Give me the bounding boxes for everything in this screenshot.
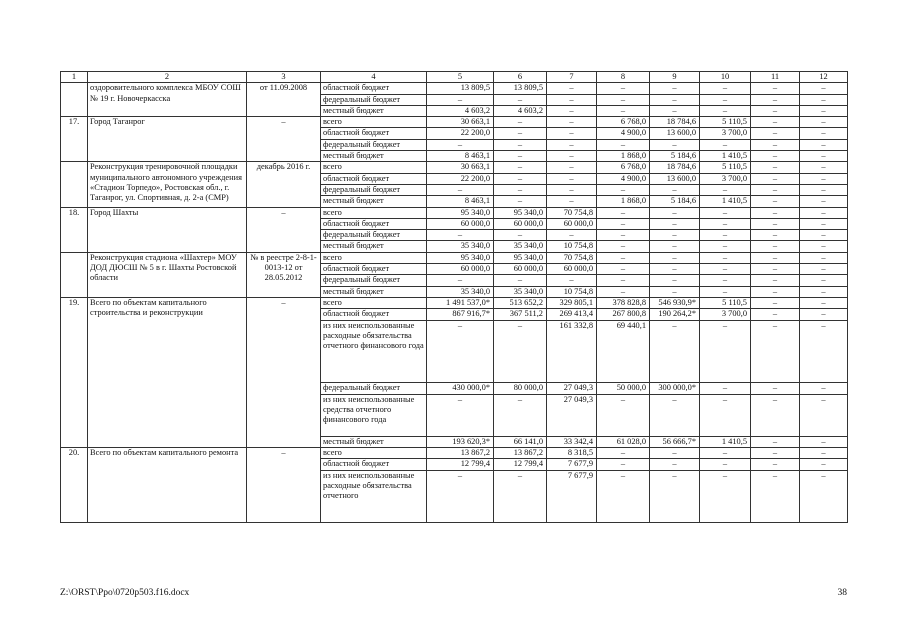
value-cell: – [751, 320, 800, 383]
value-cell: – [494, 117, 547, 128]
value-cell: – [597, 286, 650, 297]
value-cell: – [800, 286, 848, 297]
value-cell: – [700, 83, 751, 94]
value-cell: 10 754,8 [547, 286, 597, 297]
value-cell: 18 784,6 [650, 162, 700, 173]
value-cell: 60 000,0 [547, 218, 597, 229]
value-cell: – [800, 230, 848, 241]
budget-source: всего [321, 448, 427, 459]
value-cell: – [597, 459, 650, 470]
object-detail: – [247, 297, 321, 447]
object-name: Город Шахты [88, 207, 247, 252]
value-cell: 867 916,7* [427, 309, 494, 320]
value-cell: 13 867,2 [494, 448, 547, 459]
value-cell: – [597, 264, 650, 275]
value-cell: – [800, 151, 848, 162]
value-cell: 7 677,9 [547, 459, 597, 470]
value-cell: – [650, 264, 700, 275]
value-cell: – [597, 207, 650, 218]
row-number: 17. [61, 117, 88, 162]
value-cell: – [700, 241, 751, 252]
value-cell: – [800, 173, 848, 184]
value-cell: – [751, 394, 800, 436]
value-cell: 5 110,5 [700, 117, 751, 128]
value-cell: – [597, 218, 650, 229]
value-cell: – [547, 275, 597, 286]
value-cell: – [700, 252, 751, 263]
value-cell: – [494, 470, 547, 523]
budget-source: федеральный бюджет [321, 275, 427, 286]
value-cell: 8 463,1 [427, 196, 494, 207]
value-cell: 3 700,0 [700, 309, 751, 320]
value-cell: – [700, 459, 751, 470]
page-number: 38 [837, 588, 847, 598]
value-cell: – [700, 105, 751, 116]
value-cell: – [751, 459, 800, 470]
budget-source: всего [321, 297, 427, 308]
value-cell: 95 340,0 [494, 207, 547, 218]
value-cell: – [700, 218, 751, 229]
value-cell: – [427, 139, 494, 150]
value-cell: 35 340,0 [427, 241, 494, 252]
value-cell: – [494, 173, 547, 184]
value-cell: 3 700,0 [700, 128, 751, 139]
value-cell: 6 768,0 [597, 162, 650, 173]
value-cell: – [751, 252, 800, 263]
value-cell: – [751, 128, 800, 139]
value-cell: 4 900,0 [597, 128, 650, 139]
column-number: 4 [321, 72, 427, 83]
value-cell: 3 700,0 [700, 173, 751, 184]
value-cell: 95 340,0 [494, 252, 547, 263]
budget-source: всего [321, 117, 427, 128]
value-cell: – [547, 139, 597, 150]
column-number: 1 [61, 72, 88, 83]
value-cell: 69 440,1 [597, 320, 650, 383]
value-cell: – [597, 252, 650, 263]
value-cell: – [800, 241, 848, 252]
value-cell: 27 049,3 [547, 394, 597, 436]
value-cell: – [650, 94, 700, 105]
value-cell: – [751, 196, 800, 207]
value-cell: – [800, 394, 848, 436]
object-name: Реконструкция тренировочной площадки муниципального автономного учреждения «Стадион Торпедо», Ростовская обл., г. Таганрог, ул. Спортивная, д. 2-а (СМР) [88, 162, 247, 207]
value-cell: – [494, 275, 547, 286]
value-cell: – [427, 184, 494, 195]
value-cell: – [597, 139, 650, 150]
value-cell: – [597, 448, 650, 459]
value-cell: – [427, 230, 494, 241]
value-cell: – [597, 184, 650, 195]
value-cell: – [751, 151, 800, 162]
value-cell: 4 603,2 [494, 105, 547, 116]
value-cell: – [494, 151, 547, 162]
value-cell: 5 184,6 [650, 196, 700, 207]
value-cell: – [700, 184, 751, 195]
value-cell: – [597, 230, 650, 241]
table-row [61, 252, 848, 263]
value-cell: – [494, 196, 547, 207]
value-cell: – [650, 218, 700, 229]
value-cell: 22 200,0 [427, 173, 494, 184]
value-cell: 22 200,0 [427, 128, 494, 139]
value-cell: – [650, 241, 700, 252]
value-cell: 70 754,8 [547, 252, 597, 263]
value-cell: – [650, 83, 700, 94]
value-cell: 30 663,1 [427, 117, 494, 128]
value-cell: – [650, 470, 700, 523]
column-number-row [61, 72, 848, 83]
value-cell: 12 799,4 [427, 459, 494, 470]
value-cell: – [650, 459, 700, 470]
budget-source: местный бюджет [321, 436, 427, 447]
value-cell: – [751, 383, 800, 394]
value-cell: – [751, 297, 800, 308]
value-cell: 513 652,2 [494, 297, 547, 308]
budget-source: местный бюджет [321, 286, 427, 297]
column-number: 9 [650, 72, 700, 83]
value-cell: – [700, 264, 751, 275]
value-cell: 13 809,5 [427, 83, 494, 94]
object-name: Всего по объектам капитального строительства и реконструкции [88, 297, 247, 447]
object-name: оздоровительного комплекса МБОУ СОШ № 19 г. Новочеркасска [88, 83, 247, 117]
value-cell: – [751, 83, 800, 94]
budget-source: федеральный бюджет [321, 383, 427, 394]
value-cell: – [494, 394, 547, 436]
value-cell: – [800, 207, 848, 218]
value-cell: 13 867,2 [427, 448, 494, 459]
value-cell: – [800, 128, 848, 139]
object-name: Всего по объектам капитального ремонта [88, 448, 247, 523]
budget-source: местный бюджет [321, 151, 427, 162]
value-cell: – [751, 230, 800, 241]
budget-source: всего [321, 162, 427, 173]
value-cell: – [751, 117, 800, 128]
value-cell: 546 930,9* [650, 297, 700, 308]
value-cell: – [800, 83, 848, 94]
value-cell: – [800, 139, 848, 150]
value-cell: – [650, 184, 700, 195]
value-cell: – [700, 139, 751, 150]
value-cell: 269 413,4 [547, 309, 597, 320]
table-row [61, 162, 848, 173]
value-cell: 8 318,5 [547, 448, 597, 459]
column-number: 12 [800, 72, 848, 83]
value-cell: 66 141,0 [494, 436, 547, 447]
value-cell: 161 332,8 [547, 320, 597, 383]
value-cell: – [547, 105, 597, 116]
value-cell: 5 184,6 [650, 151, 700, 162]
value-cell: – [650, 230, 700, 241]
value-cell: 378 828,8 [597, 297, 650, 308]
value-cell: – [800, 436, 848, 447]
value-cell: – [800, 252, 848, 263]
column-number: 6 [494, 72, 547, 83]
value-cell: – [597, 470, 650, 523]
value-cell: – [751, 184, 800, 195]
value-cell: – [800, 264, 848, 275]
value-cell: – [650, 394, 700, 436]
value-cell: – [427, 320, 494, 383]
budget-source: федеральный бюджет [321, 230, 427, 241]
object-detail: № в реестре 2-8-1-0013-12 от 28.05.2012 [247, 252, 321, 297]
document-path: Z:\ORST\Ppo\0720p503.f16.docx [60, 588, 190, 598]
value-cell: 50 000,0 [597, 383, 650, 394]
column-number: 7 [547, 72, 597, 83]
value-cell: 35 340,0 [427, 286, 494, 297]
column-number: 3 [247, 72, 321, 83]
value-cell: – [650, 286, 700, 297]
value-cell: – [751, 218, 800, 229]
value-cell: – [800, 448, 848, 459]
value-cell: – [427, 394, 494, 436]
budget-source: местный бюджет [321, 105, 427, 116]
value-cell: – [800, 162, 848, 173]
budget-source: областной бюджет [321, 264, 427, 275]
value-cell: – [547, 151, 597, 162]
column-number: 10 [700, 72, 751, 83]
value-cell: – [494, 128, 547, 139]
value-cell: – [800, 320, 848, 383]
value-cell: 13 809,5 [494, 83, 547, 94]
value-cell: 267 800,8 [597, 309, 650, 320]
value-cell: 430 000,0* [427, 383, 494, 394]
value-cell: 60 000,0 [494, 218, 547, 229]
value-cell: – [751, 275, 800, 286]
value-cell: 95 340,0 [427, 207, 494, 218]
row-number: 20. [61, 448, 88, 523]
value-cell: 1 491 537,0* [427, 297, 494, 308]
value-cell: – [547, 173, 597, 184]
value-cell: – [597, 241, 650, 252]
row-number [61, 162, 88, 207]
value-cell: – [427, 470, 494, 523]
budget-source: областной бюджет [321, 128, 427, 139]
budget-source: из них неиспользованные средства отчетного финансового года [321, 394, 427, 436]
value-cell: – [751, 448, 800, 459]
value-cell: – [650, 275, 700, 286]
column-number: 8 [597, 72, 650, 83]
value-cell: – [494, 162, 547, 173]
value-cell: 1 410,5 [700, 436, 751, 447]
value-cell: – [751, 436, 800, 447]
value-cell: – [751, 207, 800, 218]
value-cell: – [597, 105, 650, 116]
table-row [61, 117, 848, 128]
value-cell: 61 028,0 [597, 436, 650, 447]
budget-table [60, 71, 848, 523]
value-cell: 329 805,1 [547, 297, 597, 308]
value-cell: 33 342,4 [547, 436, 597, 447]
value-cell: – [427, 94, 494, 105]
value-cell: – [800, 196, 848, 207]
value-cell: – [427, 275, 494, 286]
object-detail: – [247, 117, 321, 162]
value-cell: – [700, 230, 751, 241]
value-cell: 8 463,1 [427, 151, 494, 162]
value-cell: 10 754,8 [547, 241, 597, 252]
value-cell: – [800, 297, 848, 308]
value-cell: – [700, 470, 751, 523]
table-row [61, 207, 848, 218]
object-detail: декабрь 2016 г. [247, 162, 321, 207]
value-cell: 18 784,6 [650, 117, 700, 128]
budget-source: местный бюджет [321, 196, 427, 207]
value-cell: – [650, 320, 700, 383]
value-cell: – [547, 230, 597, 241]
value-cell: – [494, 139, 547, 150]
value-cell: 60 000,0 [427, 264, 494, 275]
value-cell: – [494, 320, 547, 383]
value-cell: – [597, 94, 650, 105]
value-cell: – [597, 394, 650, 436]
value-cell: – [751, 173, 800, 184]
object-name: Реконструкция стадиона «Шахтер» МОУ ДОД ДЮСШ № 5 в г. Шахты Ростовской области [88, 252, 247, 297]
value-cell: – [650, 448, 700, 459]
value-cell: – [650, 105, 700, 116]
value-cell: – [650, 207, 700, 218]
object-detail: – [247, 448, 321, 523]
budget-source: федеральный бюджет [321, 139, 427, 150]
value-cell: – [751, 470, 800, 523]
value-cell: 27 049,3 [547, 383, 597, 394]
value-cell: – [751, 105, 800, 116]
value-cell: – [751, 162, 800, 173]
value-cell: 60 000,0 [547, 264, 597, 275]
value-cell: 35 340,0 [494, 286, 547, 297]
value-cell: – [751, 264, 800, 275]
value-cell: 70 754,8 [547, 207, 597, 218]
value-cell: 5 110,5 [700, 162, 751, 173]
value-cell: – [700, 320, 751, 383]
value-cell: – [751, 309, 800, 320]
value-cell: – [650, 252, 700, 263]
value-cell: 12 799,4 [494, 459, 547, 470]
value-cell: – [547, 94, 597, 105]
column-number: 5 [427, 72, 494, 83]
value-cell: 1 410,5 [700, 196, 751, 207]
value-cell: – [700, 394, 751, 436]
value-cell: 300 000,0* [650, 383, 700, 394]
value-cell: – [751, 286, 800, 297]
budget-source: областной бюджет [321, 83, 427, 94]
value-cell: – [547, 128, 597, 139]
value-cell: – [800, 94, 848, 105]
value-cell: 56 666,7* [650, 436, 700, 447]
value-cell: – [547, 117, 597, 128]
value-cell: 190 264,2* [650, 309, 700, 320]
row-number: 18. [61, 207, 88, 252]
budget-source: федеральный бюджет [321, 94, 427, 105]
value-cell: 35 340,0 [494, 241, 547, 252]
table-row [61, 83, 848, 94]
budget-source: областной бюджет [321, 173, 427, 184]
value-cell: – [597, 83, 650, 94]
value-cell: – [547, 162, 597, 173]
budget-source: всего [321, 252, 427, 263]
value-cell: 1 410,5 [700, 151, 751, 162]
value-cell: – [650, 139, 700, 150]
value-cell: – [800, 275, 848, 286]
value-cell: – [700, 207, 751, 218]
value-cell: – [547, 196, 597, 207]
object-detail: от 11.09.2008 [247, 83, 321, 117]
value-cell: 367 511,2 [494, 309, 547, 320]
value-cell: 13 600,0 [650, 128, 700, 139]
budget-source: областной бюджет [321, 459, 427, 470]
table-row [61, 297, 848, 308]
row-number: 19. [61, 297, 88, 447]
value-cell: – [800, 117, 848, 128]
value-cell: – [800, 184, 848, 195]
value-cell: – [751, 94, 800, 105]
value-cell: – [494, 184, 547, 195]
value-cell: – [751, 139, 800, 150]
budget-source: местный бюджет [321, 241, 427, 252]
value-cell: 60 000,0 [427, 218, 494, 229]
table-row [61, 448, 848, 459]
budget-source: областной бюджет [321, 218, 427, 229]
budget-source: федеральный бюджет [321, 184, 427, 195]
value-cell: – [700, 383, 751, 394]
column-number: 11 [751, 72, 800, 83]
value-cell: – [547, 83, 597, 94]
column-number: 2 [88, 72, 247, 83]
value-cell: 1 868,0 [597, 151, 650, 162]
value-cell: 7 677,9 [547, 470, 597, 523]
value-cell: 5 110,5 [700, 297, 751, 308]
value-cell: – [700, 275, 751, 286]
value-cell: – [700, 448, 751, 459]
value-cell: 6 768,0 [597, 117, 650, 128]
object-detail: – [247, 207, 321, 252]
budget-source: всего [321, 207, 427, 218]
value-cell: – [700, 94, 751, 105]
value-cell: – [597, 275, 650, 286]
value-cell: 60 000,0 [494, 264, 547, 275]
value-cell: – [800, 105, 848, 116]
value-cell: 193 620,3* [427, 436, 494, 447]
value-cell: – [800, 309, 848, 320]
value-cell: – [751, 241, 800, 252]
value-cell: – [800, 459, 848, 470]
value-cell: – [547, 184, 597, 195]
value-cell: 95 340,0 [427, 252, 494, 263]
row-number [61, 83, 88, 117]
value-cell: – [800, 470, 848, 523]
budget-source: из них неиспользованные расходные обязательства отчетного [321, 470, 427, 523]
value-cell: 1 868,0 [597, 196, 650, 207]
value-cell: 4 900,0 [597, 173, 650, 184]
value-cell: – [700, 286, 751, 297]
value-cell: – [800, 383, 848, 394]
value-cell: 30 663,1 [427, 162, 494, 173]
value-cell: – [800, 218, 848, 229]
budget-source: областной бюджет [321, 309, 427, 320]
object-name: Город Таганрог [88, 117, 247, 162]
row-number [61, 252, 88, 297]
value-cell: – [494, 94, 547, 105]
value-cell: 4 603,2 [427, 105, 494, 116]
value-cell: 13 600,0 [650, 173, 700, 184]
budget-source: из них неиспользованные расходные обязательства отчетного финансового года [321, 320, 427, 383]
value-cell: – [494, 230, 547, 241]
value-cell: 80 000,0 [494, 383, 547, 394]
